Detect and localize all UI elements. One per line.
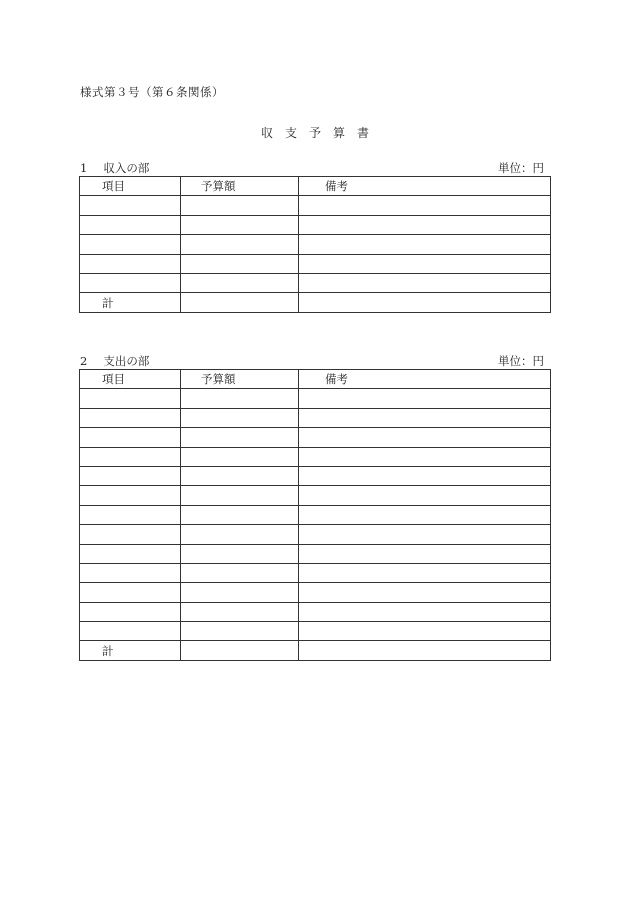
expense-remarks-cell[interactable] xyxy=(299,389,551,408)
expense-amount-cell[interactable] xyxy=(181,408,299,427)
expense-remarks-cell[interactable] xyxy=(299,505,551,524)
income-remarks-cell[interactable] xyxy=(299,196,551,215)
expense-amount-cell[interactable] xyxy=(181,622,299,641)
income-remarks-cell[interactable] xyxy=(299,235,551,254)
income-item-cell[interactable] xyxy=(80,235,181,254)
income-header-amount: 予算額 xyxy=(181,177,299,196)
expense-amount-cell[interactable] xyxy=(181,428,299,447)
expense-remarks-cell[interactable] xyxy=(299,525,551,544)
expense-amount-cell[interactable] xyxy=(181,486,299,505)
income-section-header xyxy=(80,160,550,176)
expense-blank-row xyxy=(80,486,551,505)
expense-item-cell[interactable] xyxy=(80,447,181,466)
expense-item-cell[interactable] xyxy=(80,622,181,641)
expense-section-header xyxy=(80,353,550,369)
expense-item-cell[interactable] xyxy=(80,525,181,544)
income-section-label: 収入の部 xyxy=(103,161,150,175)
income-section-number: 1 xyxy=(80,161,88,175)
expense-remarks-cell[interactable] xyxy=(299,602,551,621)
expense-blank-row xyxy=(80,563,551,582)
income-blank-row xyxy=(80,196,551,215)
expense-blank-row xyxy=(80,408,551,427)
income-remarks-cell[interactable] xyxy=(299,273,551,292)
expense-remarks-cell[interactable] xyxy=(299,428,551,447)
expense-amount-cell[interactable] xyxy=(181,583,299,602)
income-total-amount-cell[interactable] xyxy=(181,293,299,312)
expense-blank-row xyxy=(80,583,551,602)
expense-total-label: 計 xyxy=(80,641,181,660)
expense-header-row xyxy=(80,370,551,389)
expense-total-remarks-cell[interactable] xyxy=(299,641,551,660)
expense-blank-row xyxy=(80,466,551,485)
income-header-remarks: 備考 xyxy=(299,177,551,196)
income-amount-cell[interactable] xyxy=(181,215,299,234)
expense-blank-row xyxy=(80,389,551,408)
expense-item-cell[interactable] xyxy=(80,408,181,427)
expense-remarks-cell[interactable] xyxy=(299,563,551,582)
expense-item-cell[interactable] xyxy=(80,389,181,408)
expense-remarks-cell[interactable] xyxy=(299,408,551,427)
income-blank-row xyxy=(80,273,551,292)
expense-remarks-cell[interactable] xyxy=(299,447,551,466)
expense-remarks-cell[interactable] xyxy=(299,544,551,563)
income-total-row xyxy=(80,293,551,312)
income-item-cell[interactable] xyxy=(80,196,181,215)
expense-header-item: 項目 xyxy=(80,370,181,389)
income-remarks-cell[interactable] xyxy=(299,215,551,234)
expense-amount-cell[interactable] xyxy=(181,505,299,524)
expense-section-title xyxy=(80,353,149,369)
income-amount-cell[interactable] xyxy=(181,254,299,273)
expense-blank-row xyxy=(80,447,551,466)
income-remarks-cell[interactable] xyxy=(299,254,551,273)
expense-header-remarks: 備考 xyxy=(299,370,551,389)
expense-blank-row xyxy=(80,428,551,447)
expense-amount-cell[interactable] xyxy=(181,466,299,485)
expense-remarks-cell[interactable] xyxy=(299,622,551,641)
income-total-remarks-cell[interactable] xyxy=(299,293,551,312)
expense-remarks-cell[interactable] xyxy=(299,486,551,505)
income-amount-cell[interactable] xyxy=(181,235,299,254)
income-section-title xyxy=(80,160,149,176)
expense-blank-row xyxy=(80,622,551,641)
income-blank-row xyxy=(80,215,551,234)
expense-total-amount-cell[interactable] xyxy=(181,641,299,660)
expense-item-cell[interactable] xyxy=(80,583,181,602)
income-item-cell[interactable] xyxy=(80,273,181,292)
expense-item-cell[interactable] xyxy=(80,563,181,582)
income-blank-row xyxy=(80,235,551,254)
expense-item-cell[interactable] xyxy=(80,602,181,621)
expense-amount-cell[interactable] xyxy=(181,563,299,582)
expense-amount-cell[interactable] xyxy=(181,447,299,466)
income-amount-cell[interactable] xyxy=(181,196,299,215)
expense-header-amount: 予算額 xyxy=(181,370,299,389)
expense-remarks-cell[interactable] xyxy=(299,583,551,602)
expense-amount-cell[interactable] xyxy=(181,525,299,544)
expense-remarks-cell[interactable] xyxy=(299,466,551,485)
expense-section-label: 支出の部 xyxy=(103,354,150,368)
income-header-item: 項目 xyxy=(80,177,181,196)
expense-unit-label: 単位：円 xyxy=(498,354,544,368)
expense-blank-row xyxy=(80,544,551,563)
income-item-cell[interactable] xyxy=(80,215,181,234)
expense-amount-cell[interactable] xyxy=(181,544,299,563)
income-total-label: 計 xyxy=(80,293,181,312)
income-blank-row xyxy=(80,254,551,273)
expense-amount-cell[interactable] xyxy=(181,602,299,621)
income-table xyxy=(79,176,551,313)
income-unit-label: 単位：円 xyxy=(498,161,544,175)
expense-section-number: 2 xyxy=(80,354,88,368)
expense-blank-row xyxy=(80,602,551,621)
expense-blank-row xyxy=(80,505,551,524)
expense-blank-row xyxy=(80,525,551,544)
expense-item-cell[interactable] xyxy=(80,486,181,505)
income-header-row xyxy=(80,177,551,196)
expense-item-cell[interactable] xyxy=(80,466,181,485)
income-amount-cell[interactable] xyxy=(181,273,299,292)
expense-amount-cell[interactable] xyxy=(181,389,299,408)
expense-item-cell[interactable] xyxy=(80,505,181,524)
form-number: 様式第３号（第６条関係） xyxy=(80,85,224,99)
expense-item-cell[interactable] xyxy=(80,544,181,563)
expense-item-cell[interactable] xyxy=(80,428,181,447)
expense-table xyxy=(79,369,551,661)
income-item-cell[interactable] xyxy=(80,254,181,273)
expense-total-row xyxy=(80,641,551,660)
document-title: 収支予算書 xyxy=(260,126,381,140)
